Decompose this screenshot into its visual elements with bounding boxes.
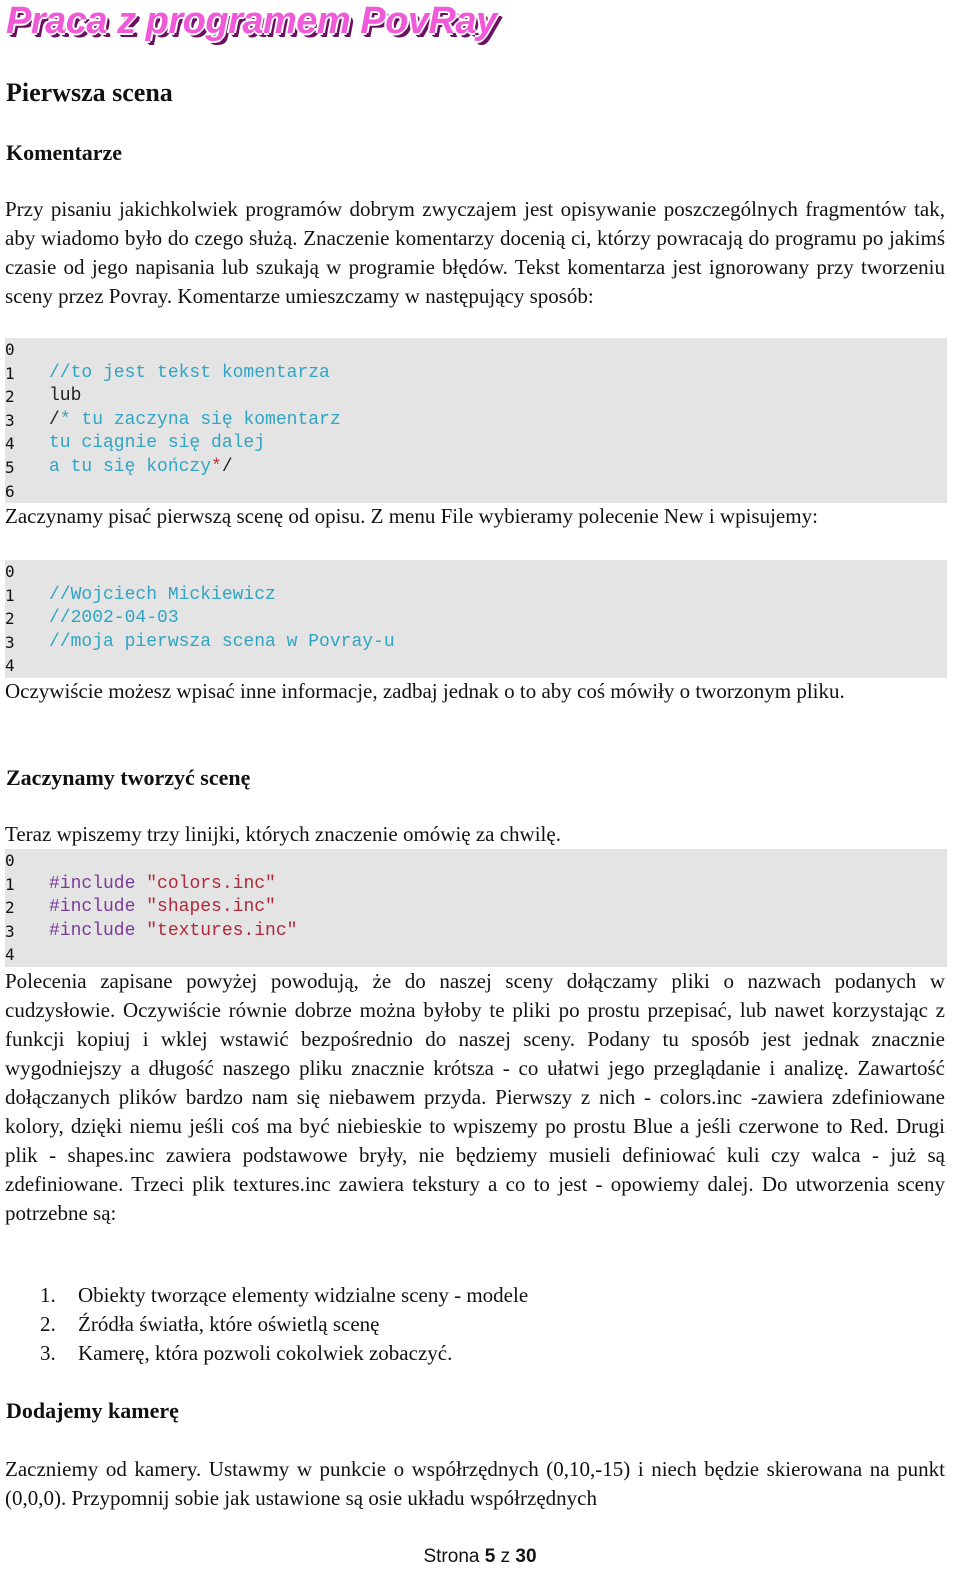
heading-tworzenie: Zaczynamy tworzyć scenę	[6, 765, 251, 790]
list-text: Źródła światła, które oświetlą scenę	[78, 1312, 380, 1336]
line-number: 4	[5, 434, 15, 454]
line-number: 0	[5, 340, 15, 359]
line-number: 5	[5, 457, 15, 477]
code-line: a tu się kończy	[49, 456, 212, 477]
code-block-comments	[5, 338, 947, 503]
code-block-includes	[5, 849, 947, 967]
line-number: 2	[5, 387, 15, 407]
scene-requirements-list	[40, 1281, 528, 1368]
line-number: 2	[5, 609, 15, 629]
include-keyword: #include	[49, 873, 136, 894]
code-token: /	[49, 409, 60, 430]
paragraph-kamera: Zaczniemy od kamery. Ustawmy w punkcie o współrzędnych (0,10,-15) i niech będzie skierowana na punkt (0,0,0). Przypomnij sobie jak ustawione są osie układu współrzędnych	[5, 1457, 945, 1510]
list-number: 1.	[40, 1283, 56, 1307]
line-number: 0	[5, 851, 15, 870]
line-number: 4	[5, 945, 15, 965]
line-number: 4	[5, 656, 15, 676]
list-text: Obiekty tworzące elementy widzialne sceny - modele	[78, 1283, 529, 1307]
paragraph-tworzenie-intro: Teraz wpiszemy trzy linijki, których znaczenie omówię za chwilę.	[5, 822, 561, 846]
line-number: 3	[5, 410, 15, 430]
footer-prefix: Strona	[423, 1546, 480, 1567]
line-number: 1	[5, 874, 15, 894]
page-title: Pierwsza scena	[6, 78, 173, 107]
code-line: //to jest tekst komentarza	[49, 362, 330, 383]
footer-page: 5	[484, 1546, 496, 1567]
list-item	[40, 1281, 528, 1310]
include-file: "colors.inc"	[146, 873, 276, 894]
page-footer	[0, 1546, 960, 1568]
code-line: lub	[49, 386, 82, 407]
line-number: 2	[5, 898, 15, 918]
include-keyword: #include	[49, 897, 136, 918]
line-number: 6	[5, 481, 15, 501]
include-keyword: #include	[49, 920, 136, 941]
paragraph-komentarze-intro: Przy pisaniu jakichkolwiek programów dobrym zwyczajem jest opisywanie poszczególnych fragmentów tak, aby wiadomo było do czego służą. Znaczenie komentarzy docenią ci, którzy powracają do programu po jakimś czasie od jego napisania lub szukają w programie błędów. Tekst komentarza jest ignorowany przy tworzeniu sceny przez Povray. Komentarze umieszczamy w następujący sposób:	[5, 197, 945, 308]
footer-total: 30	[515, 1546, 537, 1567]
code-block-header	[5, 560, 947, 678]
list-item	[40, 1310, 528, 1339]
paragraph-other-info: Oczywiście możesz wpisać inne informacje, zadbaj jednak o to aby coś mówiły o tworzonym pliku.	[5, 679, 845, 703]
code-line: //2002-04-03	[49, 608, 179, 629]
list-number: 2.	[40, 1312, 56, 1336]
code-line: //moja pierwsza scena w Povray-u	[49, 631, 395, 652]
code-line: * tu zaczyna się komentarz	[59, 409, 341, 430]
list-item	[40, 1339, 528, 1368]
list-number: 3.	[40, 1341, 56, 1365]
code-token: *	[211, 456, 222, 477]
document-banner: Praca z programem PovRay	[6, 0, 497, 42]
line-number: 0	[5, 562, 15, 581]
include-file: "shapes.inc"	[146, 897, 276, 918]
paragraph-start-scene: Zaczynamy pisać pierwszą scenę od opisu. Z menu File wybieramy polecenie New i wpisujemy:	[5, 504, 818, 528]
line-number: 3	[5, 632, 15, 652]
code-line: tu ciągnie się dalej	[49, 433, 266, 454]
footer-sep: z	[500, 1546, 511, 1567]
code-line: //Wojciech Mickiewicz	[49, 584, 276, 605]
line-number: 1	[5, 585, 15, 605]
line-number: 3	[5, 921, 15, 941]
include-file: "textures.inc"	[146, 920, 298, 941]
heading-komentarze: Komentarze	[6, 140, 123, 165]
heading-kamera: Dodajemy kamerę	[6, 1398, 179, 1423]
list-text: Kamerę, która pozwoli cokolwiek zobaczyć.	[78, 1341, 453, 1365]
code-token: /	[221, 456, 233, 477]
line-number: 1	[5, 363, 15, 383]
paragraph-includes-explain: Polecenia zapisane powyżej powodują, że do naszej sceny dołączamy pliki o nazwach podanych w cudzysłowie. Oczywiście równie dobrze można byłoby te pliki po prostu przepisać, lub nawet korzystając z funkcji kopiuj i wklej wstawić bezpośrednio do naszej sceny. Podany tu sposób jest jednak znacznie wygodniejszy a długość naszego pliku znacznie krótsza - co ułatwi jego przeglądanie i analizę. Zawartość dołączanych plików bardzo nam się niebawem przyda. Pierwszy z nich - colors.inc -zawiera zdefiniowane kolory, dzięki niemu jeśli coś ma być niebieskie to wpiszemy po prostu Blue a jeśli czerwone to Red. Drugi plik - shapes.inc zawiera podstawowe bryły, nie będziemy musieli definiować kuli czy walca - już są zdefiniowane. Trzeci plik textures.inc zawiera tekstury a co to jest - opowiemy dalej. Do utworzenia sceny potrzebne są:	[5, 969, 945, 1225]
